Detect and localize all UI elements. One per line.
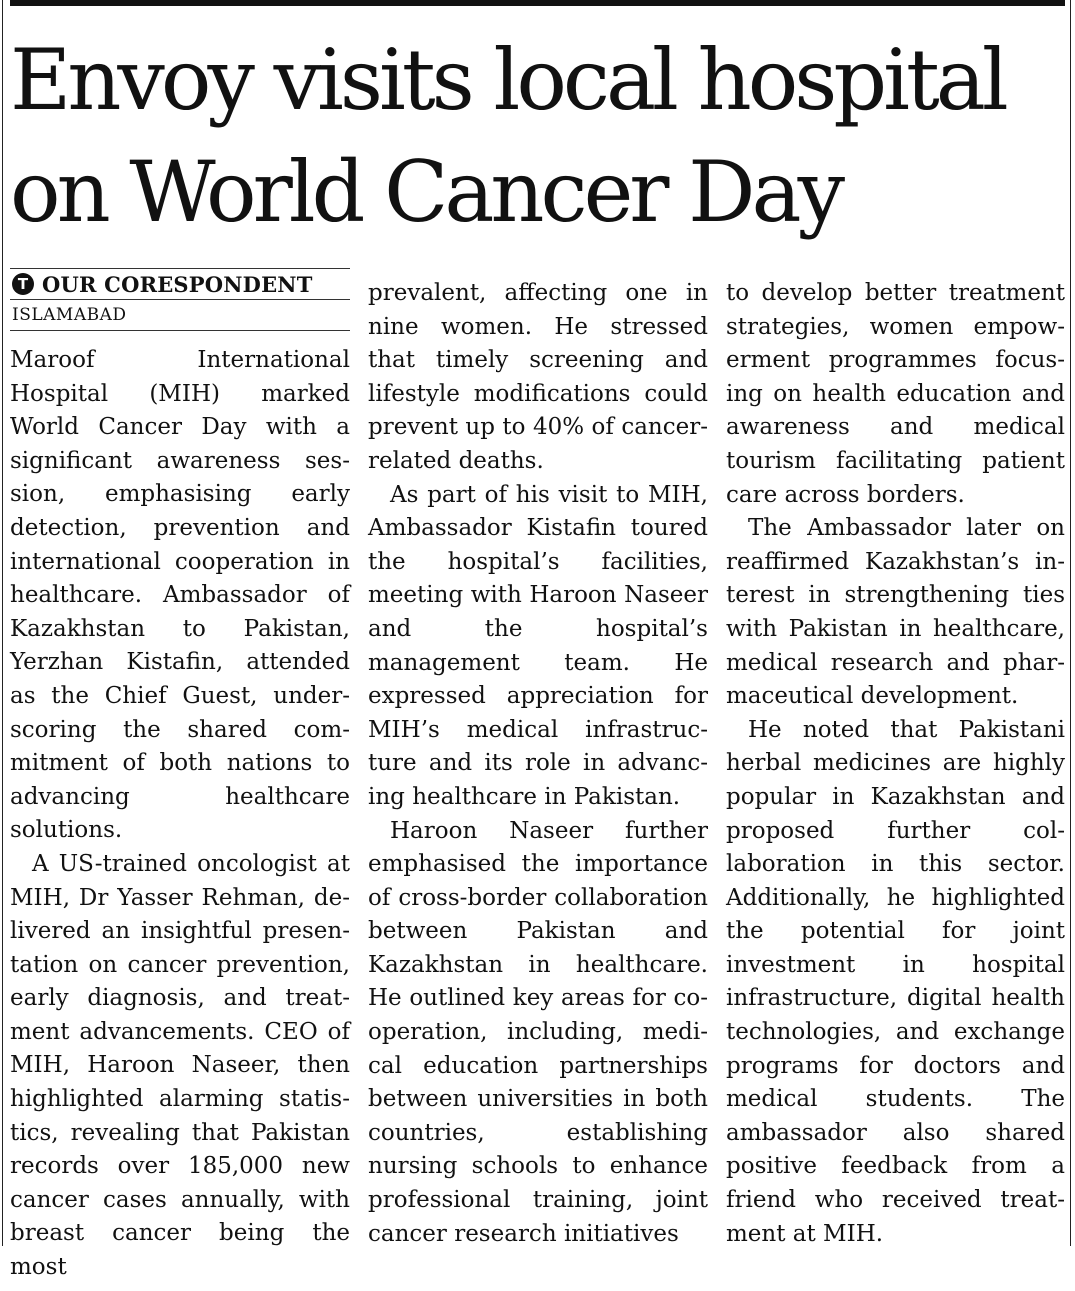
headline-line-1: Envoy visits local hospital: [10, 31, 1005, 129]
article-paragraph: Maroof International Hospital (MIH) marked World Cancer Day with a significant awareness session, emphasising early detection, prevention and international cooperation in healthcare. Ambassador of Kazakhstan to Pakistan, Yerzhan Kistafin, attended as the Chief Guest, underscoring the shared commitment of both nations to advancing healthcare solutions.: [10, 347, 350, 844]
author-name: OUR CORESPONDENT: [42, 271, 313, 297]
article-paragraph: As part of his visit to MIH, Ambassador Kistafin toured the hospital’s facilities, meeting with Haroon Naseer and the hospital’s management team. He expressed appreciation for MIH’s medical infrastructure and its role in advancing healthcare in Pakistan.: [368, 481, 708, 810]
article-paragraph: He noted that Pakistani herbal medicines are highly popular in Kazakhstan and proposed further collaboration in this sector. Additionally, he highlighted the potential for joint investment in hospital infrastructure, digital health technologies, and exchange programs for doctors and medical students. The ambassador also shared positive feedback from a friend who received treatment at MIH.: [726, 716, 1065, 1247]
article-paragraph: The Ambassador later on reaffirmed Kazakhstan’s interest in strengthening ties with Pakistan in healthcare, medical research and pharmaceutical development.: [726, 515, 1065, 710]
dateline: ISLAMABAD: [10, 299, 350, 331]
headline-line-2: on World Cancer Day: [10, 143, 842, 241]
article-paragraph: to develop better treatment strategies, women empowerment programmes focusing on health education and awareness and medical tourism facilitating patient care across borders.: [726, 280, 1065, 508]
top-rule: [10, 0, 1065, 6]
article-paragraph: A US-trained oncologist at MIH, Dr Yasser Rehman, delivered an insightful presentation on cancer prevention, early diagnosis, and treatment advancements. CEO of MIH, Haroon Naseer, then highlighted alarming statistics, revealing that Pakistan records over 185,000 new cancer cases annually, with breast cancer being the most: [10, 850, 350, 1281]
tribune-logo-icon: T: [12, 273, 34, 295]
author-row: [10, 269, 350, 299]
headline: [10, 24, 1065, 248]
byline-block: [10, 268, 350, 331]
article-column-3: [726, 277, 1065, 1251]
article-column-2: [368, 277, 708, 1251]
article-paragraph: prevalent, affecting one in nine women. He stressed that timely screening and lifestyle modifications could prevent up to 40% of cancer-related deaths.: [368, 280, 708, 474]
article-paragraph: Haroon Naseer further emphasised the importance of cross-border collaboration between Pakistan and Kazakhstan in healthcare. He outlined key areas for cooperation, including, medical education partnerships between universities in both countries, establishing nursing schools to enhance professional training, joint cancer research initiatives: [368, 817, 708, 1247]
article-column-1: [10, 344, 350, 1285]
